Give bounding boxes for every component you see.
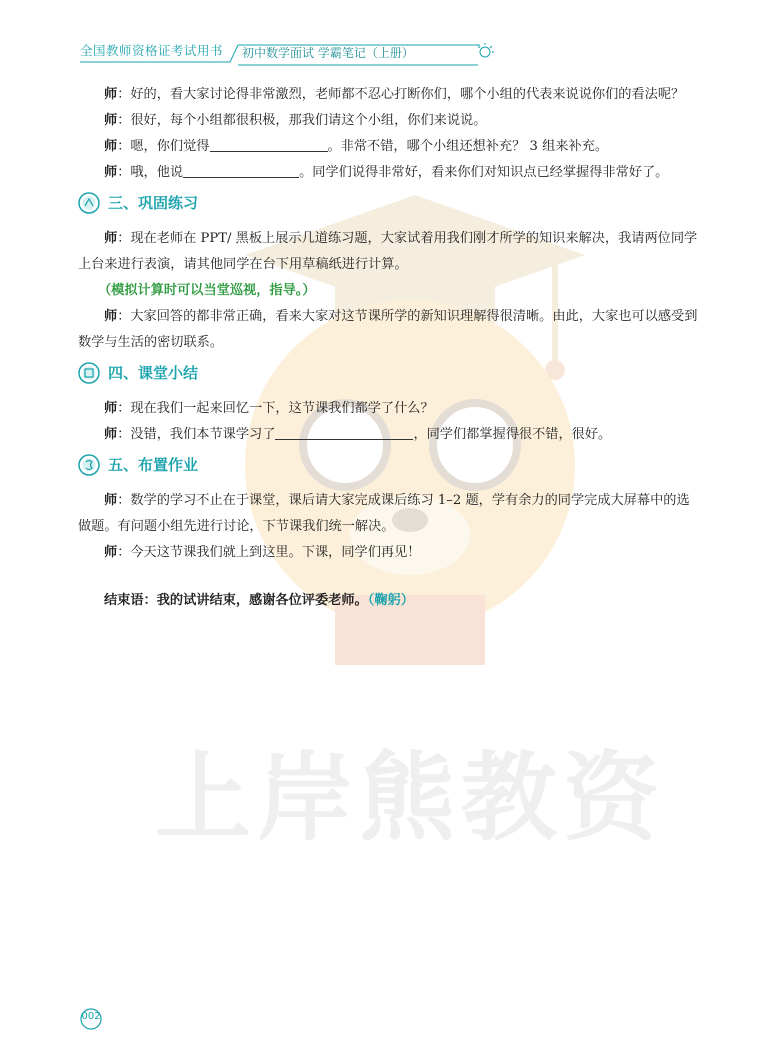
page-number: 002 — [80, 1008, 102, 1030]
paragraph: 师：很好，每个小组都很积极，那我们请这个小组，你们来说说。 — [104, 113, 487, 128]
section-badge-icon — [78, 192, 100, 214]
section-badge-icon — [78, 362, 100, 384]
section-title: 三、巩固练习 — [108, 194, 199, 212]
fill-blank — [210, 137, 328, 152]
book-series: 全国教师资格证考试用书 — [80, 43, 224, 58]
section-heading — [78, 360, 700, 390]
watermark-text: 上岸熊教资 — [155, 742, 665, 854]
paragraph-with-blank: 师：嗯，你们觉得 。非常不错，哪个小组还想补充？ 3 组来补充。 — [104, 139, 609, 154]
section-title: 五、布置作业 — [108, 456, 199, 474]
paragraph: 师：现在老师在 PPT/ 黑板上展示几道练习题，大家试着用我们刚才所学的知识来解决，我请两位同学上台来进行表演，请其他同学在台下用草稿纸进行计算。 — [78, 231, 698, 272]
page-header — [80, 40, 700, 70]
book-title: 初中数学面试 学霸笔记（上册） — [242, 46, 414, 60]
section-heading — [78, 452, 700, 482]
fill-blank — [183, 163, 299, 178]
fill-blank — [275, 425, 413, 440]
paragraph: 师：今天这节课我们就上到这里。下课，同学们再见！ — [104, 545, 421, 560]
paragraph-with-blank: 师：哦，他说 。同学们说得非常好，看来你们对知识点已经掌握得非常好了。 — [104, 165, 669, 180]
closing-action: （鞠躬） — [367, 593, 414, 608]
paragraph: 师：好的，看大家讨论得非常激烈，老师都不忍心打断你们，哪个小组的代表来说说你们的看法呢？ — [104, 87, 685, 102]
teaching-note: （模拟计算时可以当堂巡视，指导。） — [98, 283, 316, 298]
section-title: 四、课堂小结 — [108, 364, 199, 382]
section-badge-icon — [78, 454, 100, 476]
page-content — [78, 82, 700, 614]
closing-remark: 结束语：我的试讲结束，感谢各位评委老师。（鞠躬） — [104, 593, 414, 608]
paragraph: 师：大家回答的都非常正确，看来大家对这节课所学的新知识理解得很清晰。由此，大家也可以感受到数学与生活的密切联系。 — [78, 309, 698, 350]
paragraph-with-blank: 师：没错，我们本节课学习了 ，同学们都掌握得很不错，很好。 — [104, 427, 612, 442]
paragraph: 师：现在我们一起来回忆一下，这节课我们都学了什么？ — [104, 401, 434, 416]
section-heading — [78, 190, 700, 220]
paragraph: 师：数学的学习不止在于课堂，课后请大家完成课后练习 1–2 题，学有余力的同学完成大屏幕中的选做题。有问题小组先进行讨论，下节课我们统一解决。 — [78, 493, 690, 534]
